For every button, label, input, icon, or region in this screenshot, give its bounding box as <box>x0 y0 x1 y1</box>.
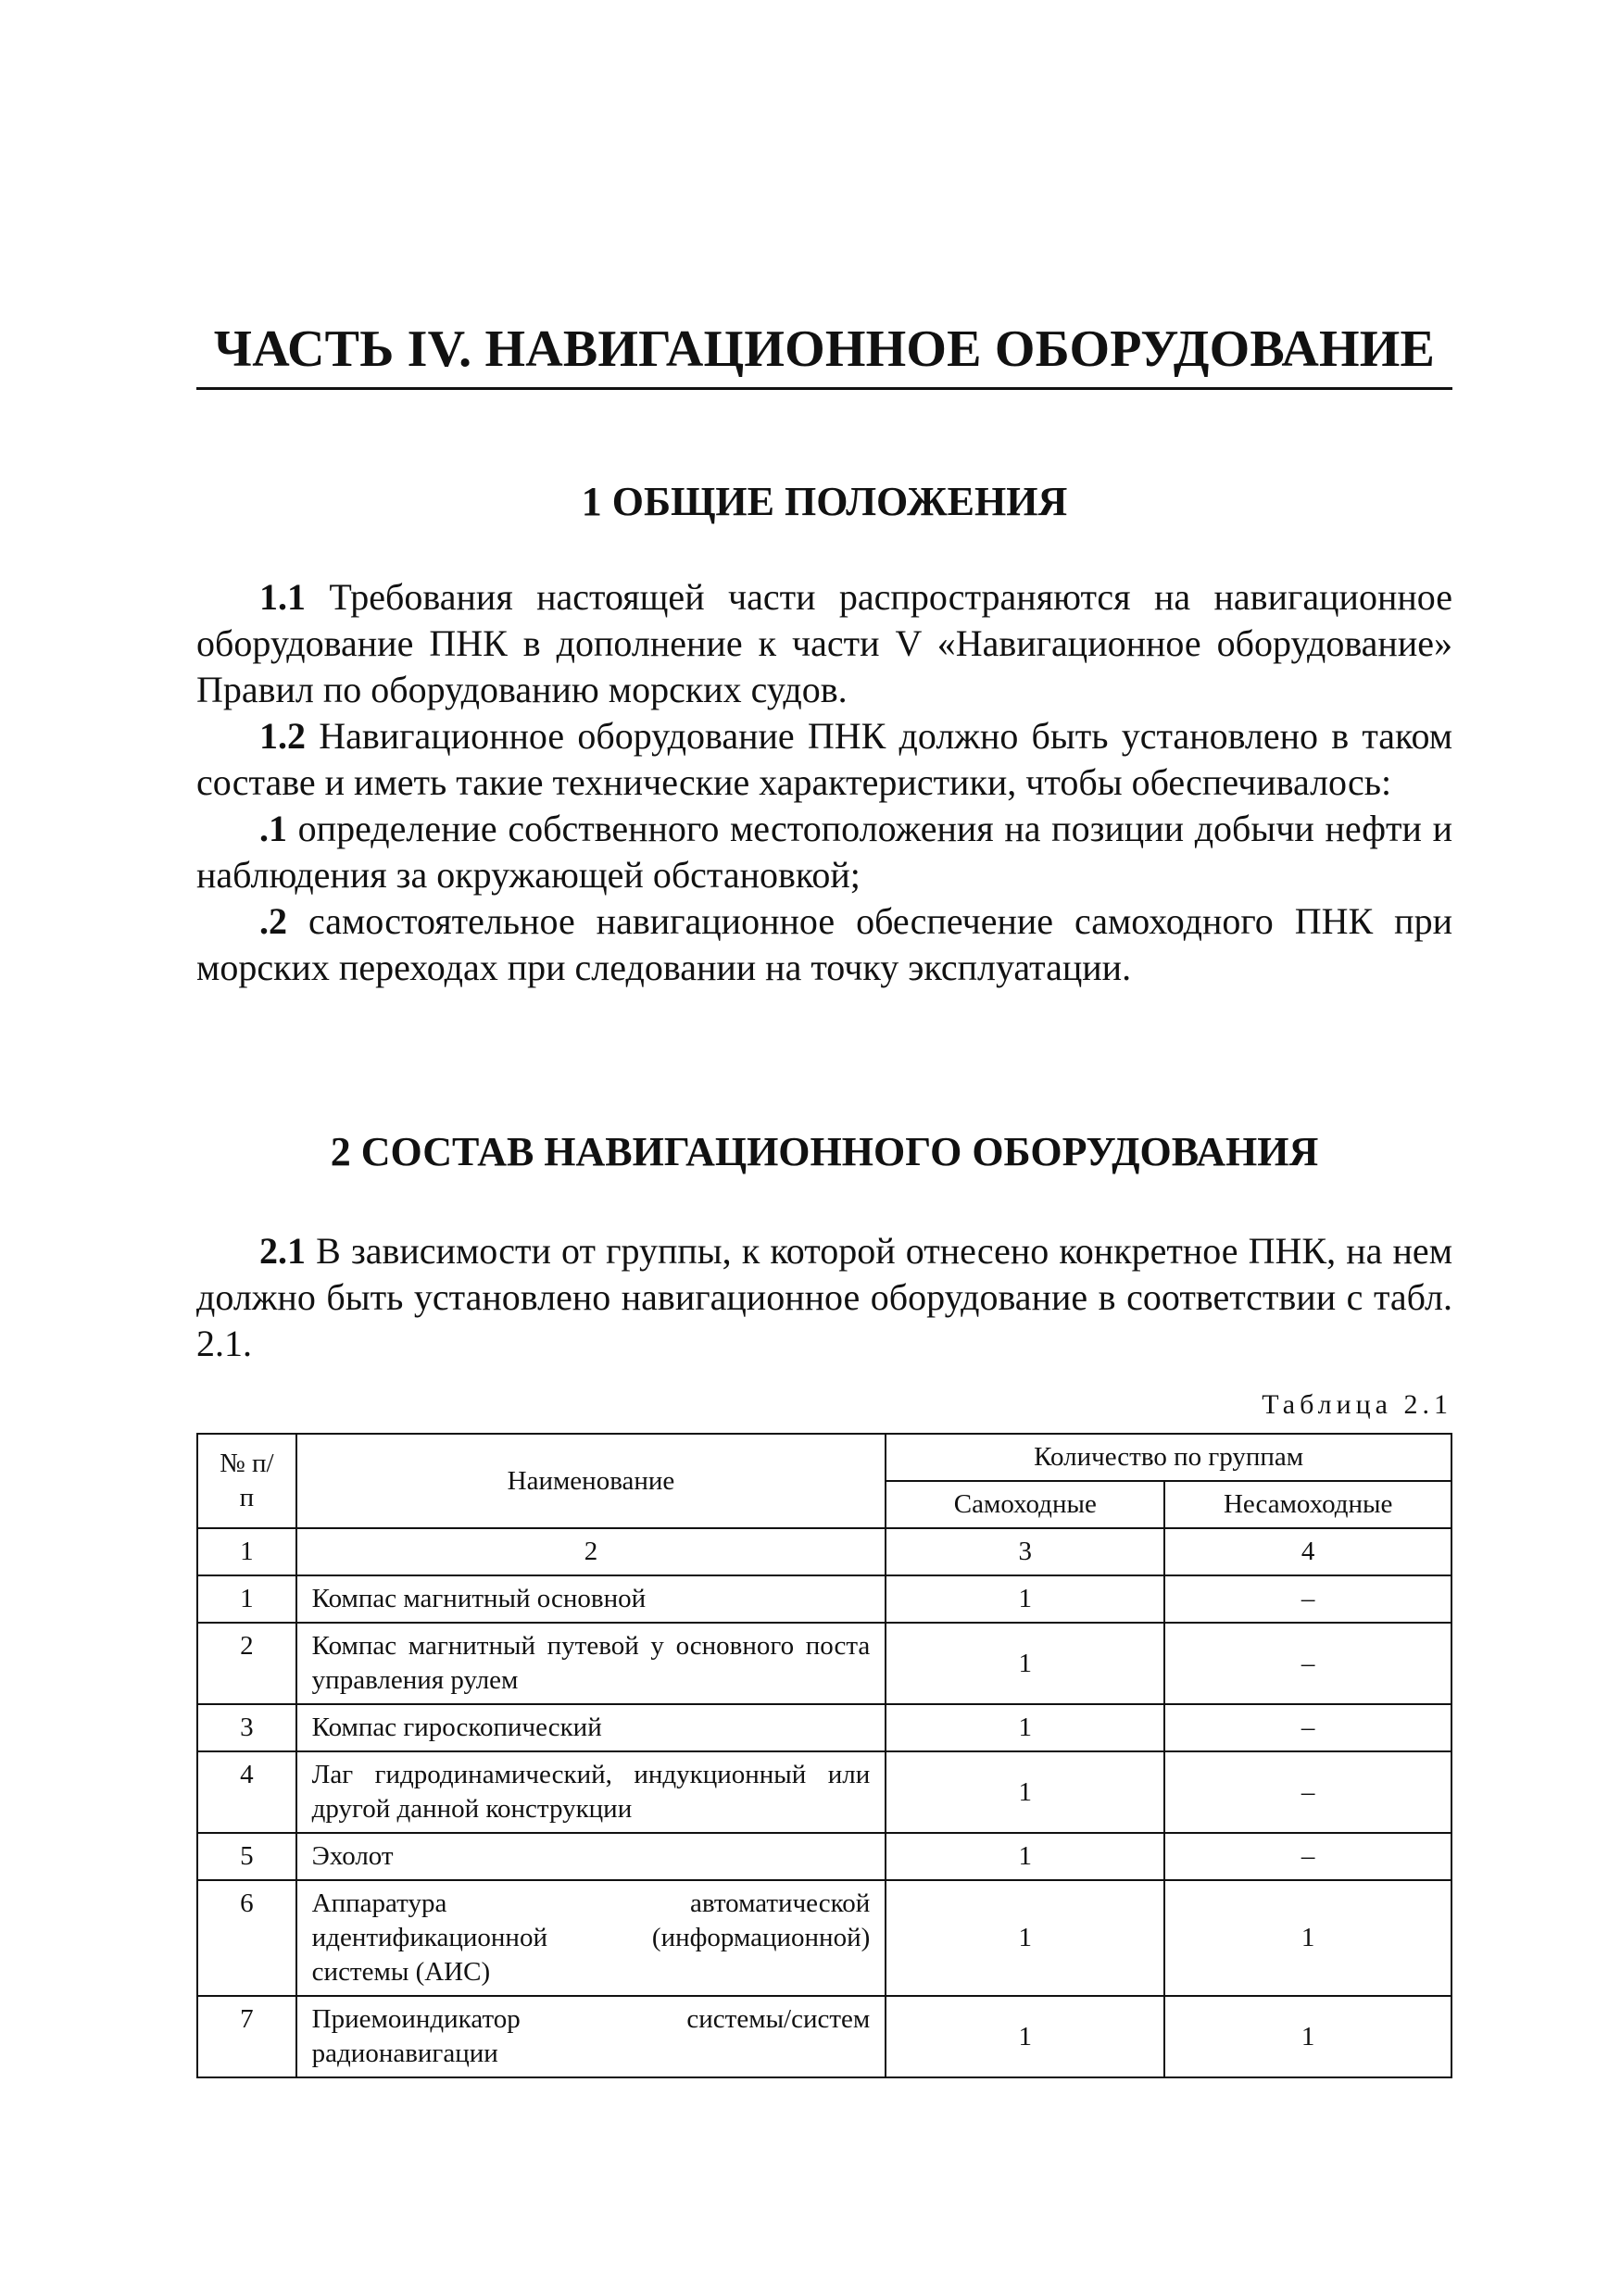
header-group: Количество по группам <box>886 1434 1451 1481</box>
title-underline <box>196 387 1452 390</box>
row-name-cell: Аппаратура автоматической идентификационной (информационной) системы (АИС) <box>296 1880 886 1996</box>
table-index-row <box>197 1528 1451 1575</box>
row-self-propelled-cell: 1 <box>886 1575 1164 1623</box>
row-number-cell: 4 <box>197 1751 296 1833</box>
row-number-cell: 6 <box>197 1880 296 1996</box>
table-caption: Таблица 2.1 <box>1262 1389 1452 1420</box>
list-item-2 <box>196 898 1452 991</box>
row-self-propelled-cell: 1 <box>886 1833 1164 1880</box>
paragraph-number: 2.1 <box>259 1230 306 1272</box>
table-row <box>197 1751 1451 1833</box>
row-name-cell: Эхолот <box>296 1833 886 1880</box>
row-self-propelled-cell: 1 <box>886 1623 1164 1704</box>
row-non-self-propelled-cell: – <box>1164 1575 1451 1623</box>
row-non-self-propelled-cell: – <box>1164 1704 1451 1751</box>
index-cell: 2 <box>296 1528 886 1575</box>
row-name-cell: Приемоиндикатор системы/систем радионавигации <box>296 1996 886 2077</box>
equipment-table <box>196 1433 1452 2078</box>
list-item-number: .1 <box>259 808 287 849</box>
paragraph-1-1 <box>196 574 1452 713</box>
section-1-body <box>196 574 1452 991</box>
paragraph-text: Требования настоящей части распространяются на навигационное оборудование ПНК в дополнение к части V «Навигационное оборудование» Правил по оборудованию морских судов. <box>196 576 1452 710</box>
row-number-cell: 3 <box>197 1704 296 1751</box>
table-row <box>197 1575 1451 1623</box>
row-number-cell: 5 <box>197 1833 296 1880</box>
header-number: № п/п <box>197 1434 296 1528</box>
table-row <box>197 1996 1451 2077</box>
table-row <box>197 1623 1451 1704</box>
section-2-title: 2 СОСТАВ НАВИГАЦИОННОГО ОБОРУДОВАНИЯ <box>330 1129 1319 1174</box>
paragraph-1-2 <box>196 713 1452 806</box>
section-2-body <box>196 1228 1452 1367</box>
row-name-cell: Компас магнитный путевой у основного поста управления рулем <box>296 1623 886 1704</box>
row-number-cell: 7 <box>197 1996 296 2077</box>
row-number-cell: 2 <box>197 1623 296 1704</box>
row-name-cell: Компас магнитный основной <box>296 1575 886 1623</box>
row-name-cell: Компас гироскопический <box>296 1704 886 1751</box>
index-cell: 3 <box>886 1528 1164 1575</box>
row-non-self-propelled-cell: 1 <box>1164 1996 1451 2077</box>
row-non-self-propelled-cell: – <box>1164 1751 1451 1833</box>
paragraph-text: В зависимости от группы, к которой отнесено конкретное ПНК, на нем должно быть установлено навигационное оборудование в соответствии с табл. 2.1. <box>196 1230 1452 1364</box>
row-non-self-propelled-cell: – <box>1164 1623 1451 1704</box>
row-self-propelled-cell: 1 <box>886 1880 1164 1996</box>
header-name: Наименование <box>296 1434 886 1528</box>
row-non-self-propelled-cell: – <box>1164 1833 1451 1880</box>
row-number-cell: 1 <box>197 1575 296 1623</box>
list-item-text: самостоятельное навигационное обеспечение самоходного ПНК при морских переходах при следовании на точку эксплуатации. <box>196 900 1452 988</box>
row-non-self-propelled-cell: 1 <box>1164 1880 1451 1996</box>
paragraph-number: 1.2 <box>259 715 306 757</box>
row-self-propelled-cell: 1 <box>886 1704 1164 1751</box>
section-1-title: 1 ОБЩИЕ ПОЛОЖЕНИЯ <box>581 479 1068 524</box>
row-self-propelled-cell: 1 <box>886 1996 1164 2077</box>
index-cell: 4 <box>1164 1528 1451 1575</box>
table-header-row <box>197 1434 1451 1481</box>
list-item-text: определение собственного местоположения на позиции добычи нефти и наблюдения за окружающей обстановкой; <box>196 808 1452 896</box>
row-self-propelled-cell: 1 <box>886 1751 1164 1833</box>
table-row <box>197 1880 1451 1996</box>
header-self-propelled: Самоходные <box>886 1481 1164 1528</box>
table-row <box>197 1704 1451 1751</box>
row-name-cell: Лаг гидродинамический, индукционный или другой данной конструкции <box>296 1751 886 1833</box>
header-non-self-propelled: Несамоходные <box>1164 1481 1451 1528</box>
table-row <box>197 1833 1451 1880</box>
paragraph-2-1 <box>196 1228 1452 1367</box>
list-item-number: .2 <box>259 900 287 942</box>
index-cell: 1 <box>197 1528 296 1575</box>
part-title: ЧАСТЬ IV. НАВИГАЦИОННОЕ ОБОРУДОВАНИЕ <box>213 320 1436 378</box>
list-item-1 <box>196 806 1452 898</box>
paragraph-number: 1.1 <box>259 576 306 618</box>
paragraph-text: Навигационное оборудование ПНК должно быть установлено в таком составе и иметь такие технические характеристики, чтобы обеспечивалось: <box>196 715 1452 803</box>
